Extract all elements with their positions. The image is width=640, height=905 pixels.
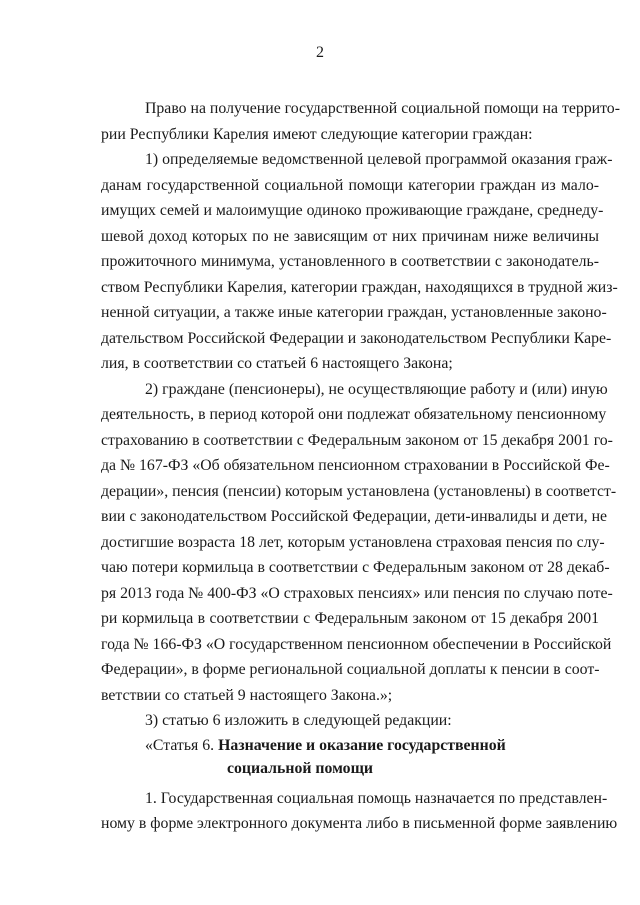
article-prefix: «Статья 6. xyxy=(145,736,215,754)
text-line: да № 167-ФЗ «Об обязательном пенсионном страховании в Российской Фе- xyxy=(101,457,610,474)
text-line: данам государственной социальной помощи категории граждан из мало- xyxy=(101,176,599,194)
text-line: достигшие возраста 18 лет, которым установлена страховая пенсия по слу- xyxy=(101,533,605,551)
text-line: года № 166-ФЗ «О государственном пенсионном обеспечении в Российской xyxy=(101,635,612,653)
text-line: ненной ситуации, а также иные категории граждан, установленные законо- xyxy=(101,304,607,321)
page-number: 2 xyxy=(316,44,324,61)
document-body xyxy=(101,96,620,837)
text-line: ветствии со статьей 9 настоящего Закона.»; xyxy=(101,686,393,704)
article-title: Назначение и оказание государственной xyxy=(218,736,506,754)
text-line: 1) определяемые ведомственной целевой программой оказания граж- xyxy=(145,151,613,168)
list-item-1 xyxy=(101,147,618,377)
text-line: ному в форме электронного документа либо в письменной форме заявлению xyxy=(101,815,618,832)
text-line: рии Республики Карелия имеют следующие категории граждан: xyxy=(101,125,533,143)
article-heading xyxy=(101,734,599,780)
clause-1 xyxy=(101,786,618,837)
text-line: Федерации», в форме региональной социальной доплаты к пенсии в соот- xyxy=(101,661,600,678)
text-line: шевой доход которых по не зависящим от них причинам ниже величины xyxy=(101,227,599,245)
text-line: дерации», пенсия (пенсии) которым установлена (установлены) в соответст- xyxy=(101,482,617,500)
paragraph-intro xyxy=(101,96,620,147)
text-line: 1. Государственная социальная помощь назначается по представлен- xyxy=(145,789,608,807)
text-line: страхованию в соответствии с Федеральным законом от 15 декабря 2001 го- xyxy=(101,431,613,449)
text-line: имущих семей и малоимущие одиноко проживающие граждане, среднеду- xyxy=(101,202,604,219)
text-line: лия, в соответствии со статьей 6 настоящего Закона; xyxy=(101,355,453,372)
text-line: ством Республики Карелия, категории граждан, находящихся в трудной жиз- xyxy=(101,278,618,296)
text-line: чаю потери кормильца в соответствии с Федеральным законом от 28 декаб- xyxy=(101,559,610,576)
text-line: вии с законодательством Российской Федерации, дети-инвалиды и дети, не xyxy=(101,508,608,525)
list-item-3: 3) статью 6 изложить в следующей редакции: xyxy=(145,712,452,729)
list-item-2 xyxy=(101,377,617,709)
article-heading-line-1 xyxy=(101,734,599,757)
text-line: Право на получение государственной социальной помощи на террито- xyxy=(145,100,620,117)
text-line: ря 2013 года № 400-ФЗ «О страховых пенсиях» или пенсия по случаю поте- xyxy=(101,584,613,602)
text-line: деятельность, в период которой они подлежат обязательному пенсионному xyxy=(101,406,607,423)
article-title-continued: социальной помощи xyxy=(227,759,374,777)
text-line: дательством Российской Федерации и законодательством Республики Каре- xyxy=(101,329,612,347)
text-line: прожиточного минимума, установленного в соответствии с законодатель- xyxy=(101,253,599,270)
text-line: 2) граждане (пенсионеры), не осуществляющие работу и (или) иную xyxy=(145,380,608,398)
text-line: ри кормильца в соответствии с Федеральным законом от 15 декабря 2001 xyxy=(101,610,599,627)
